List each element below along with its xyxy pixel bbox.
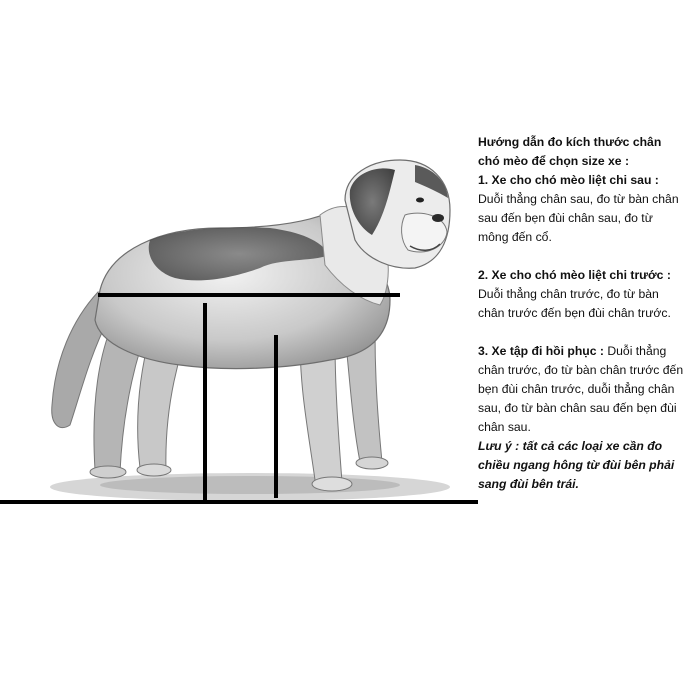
guide-title: Hướng dẫn đo kích thước chân chó mèo để chọn size xe :	[478, 135, 662, 168]
section-3	[478, 342, 686, 437]
section-1-heading: 1. Xe cho chó mèo liệt chi sau :	[478, 173, 659, 187]
section-3-heading: 3. Xe tập đi hồi phục :	[478, 344, 604, 358]
section-3-body: Duỗi thẳng chân trước, đo từ bàn chân trước đến bẹn đùi chân trước, duỗi thẳng chân sau, đo từ bàn chân sau đến bẹn đùi chân sau.	[478, 344, 684, 434]
note-text: Lưu ý : tất cả các loại xe cần đo chiều ngang hông từ đùi bên phải sang đùi bên trái.	[478, 439, 675, 491]
section-2-body: Duỗi thẳng chân trước, đo từ bàn chân trước đến bẹn đùi chân trước.	[478, 287, 671, 320]
section-2-heading: 2. Xe cho chó mèo liệt chi trước :	[478, 268, 671, 282]
section-1-body: Duỗi thẳng chân sau, đo từ bàn chân sau đến bẹn đùi chân sau, đo từ mông đến cổ.	[478, 192, 679, 244]
measurement-guide-text	[478, 133, 686, 494]
